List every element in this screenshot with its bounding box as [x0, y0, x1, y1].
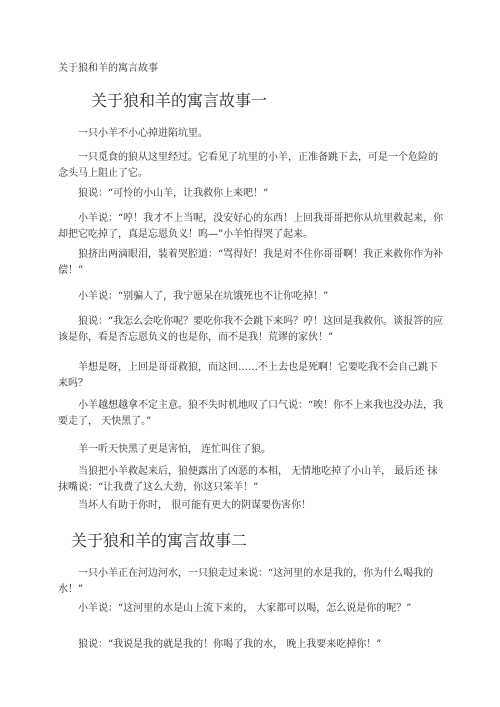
document-header: 关于狼和羊的寓言故事: [58, 63, 158, 74]
paragraph: 小羊说：“这河里的水是山上流下来的， 大家都可以喝，怎么说是你的呢？”: [78, 603, 412, 614]
paragraph: 羊想是呀，上回是哥哥救狼，而这回……不上去也是死啊！它要吃我不会自己跳下来吗？: [58, 362, 438, 389]
paragraph: 一只觅食的狼从这里经过。它看见了坑里的小羊，正准备跳下去，可是一个危险的念头马上阻止了它。: [58, 152, 438, 179]
paragraph: 狼挤出两滴眼泪，装着哭腔道：“骂得好！我是对不住你哥哥啊！我正来救你作为补偿！”: [58, 249, 444, 276]
paragraph: 一只小羊不小心掉进陷坑里。: [78, 128, 208, 139]
paragraph: 小羊越想越拿不定主意。狼不失时机地叹了口气说：“唉！你不上来我也没办法，我要走了， 天快黑了。”: [58, 400, 444, 427]
section-2-title: 关于狼和羊的寓言故事二: [71, 531, 248, 550]
paragraph: 狼说：“我怎么会吃你呢？要吃你我不会跳下来吗？哼！这回是我救你。谈报答的应该是你，看是否忘恩负义的也是你，而不是我！荒谬的家伙！”: [58, 316, 444, 343]
paragraph: 小羊说：“别骗人了，我宁愿呆在坑饿死也不让你吃掉！”: [78, 291, 329, 302]
section-1-title: 关于狼和羊的寓言故事一: [91, 91, 268, 110]
paragraph: 羊一听天快黑了更是害怕， 连忙叫住了狼。: [78, 444, 272, 455]
paragraph: 狼说：“我说是我的就是我的！你喝了我的水， 晚上我要来吃掉你！”: [78, 639, 382, 650]
paragraph: 一只小羊正在河边河水，一只狼走过来说：“这河里的水是我的，你为什么喝我的水！”: [58, 568, 434, 595]
paragraph: 小羊说：“哼！我才不上当呢，没安好心的东西！上回我哥哥把你从坑里救起来，你却把它吃掉了，真是忘恩负义！呜—”小羊怕得哭了起来。: [58, 213, 444, 240]
paragraph: 当坏人有助于你时， 很可能有更大的阴谋要伤害你！: [78, 500, 312, 511]
paragraph: 狼说：“可怜的小山羊，让我救你上来吧！”: [78, 188, 269, 199]
paragraph: 当狼把小羊救起来后，狼便露出了凶恶的本相， 无情地吃掉了小山羊， 最后还 抹抹嘴说：“让我费了这么大劲，你这只笨羊！”: [58, 466, 438, 493]
